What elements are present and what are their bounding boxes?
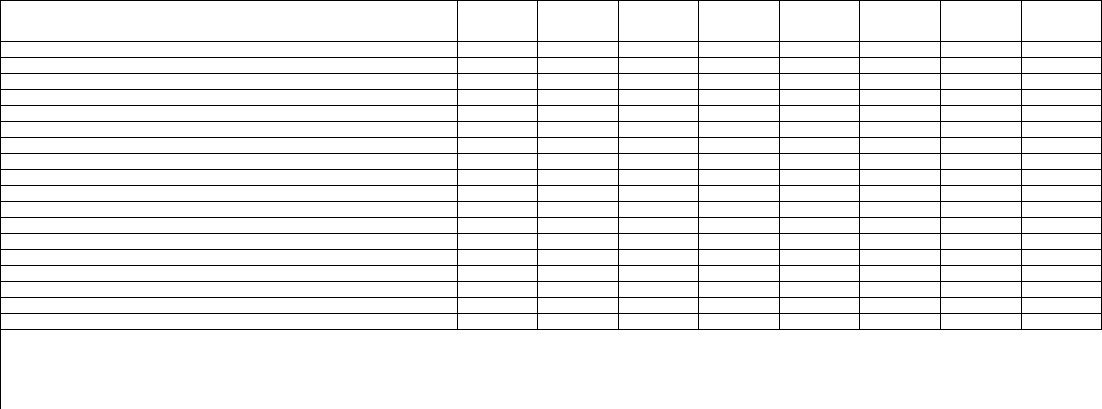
value-cell[interactable]	[538, 89, 619, 105]
value-cell[interactable]	[457, 265, 538, 281]
row-label-cell[interactable]	[1, 73, 457, 89]
value-cell[interactable]	[538, 297, 619, 313]
value-cell[interactable]	[699, 153, 780, 169]
value-cell[interactable]	[779, 153, 860, 169]
column-header[interactable]	[699, 1, 780, 41]
value-cell[interactable]	[457, 153, 538, 169]
value-cell[interactable]	[618, 57, 699, 73]
value-cell[interactable]	[538, 265, 619, 281]
column-header[interactable]	[860, 1, 941, 41]
value-cell[interactable]	[941, 297, 1022, 313]
value-cell[interactable]	[1021, 233, 1102, 249]
value-cell[interactable]	[538, 153, 619, 169]
total-row	[1, 313, 1102, 329]
value-cell[interactable]	[779, 89, 860, 105]
column-header[interactable]	[1021, 1, 1102, 41]
value-cell[interactable]	[779, 249, 860, 265]
value-cell[interactable]	[860, 137, 941, 153]
value-cell[interactable]	[1021, 153, 1102, 169]
table-row	[1, 105, 1102, 121]
value-cell[interactable]	[618, 41, 699, 57]
value-cell[interactable]	[457, 137, 538, 153]
value-cell[interactable]	[779, 137, 860, 153]
value-cell[interactable]	[618, 73, 699, 89]
value-cell[interactable]	[618, 185, 699, 201]
data-table	[1, 1, 1102, 330]
value-cell[interactable]	[538, 249, 619, 265]
row-label-cell[interactable]	[1, 281, 457, 297]
total-value-cell[interactable]	[618, 313, 699, 329]
value-cell[interactable]	[538, 121, 619, 137]
value-cell[interactable]	[1021, 185, 1102, 201]
row-label-cell[interactable]	[1, 185, 457, 201]
value-cell[interactable]	[538, 201, 619, 217]
value-cell[interactable]	[860, 57, 941, 73]
value-cell[interactable]	[457, 121, 538, 137]
value-cell[interactable]	[618, 297, 699, 313]
total-value-cell[interactable]	[779, 313, 860, 329]
row-label-cell[interactable]	[1, 57, 457, 73]
column-header[interactable]	[457, 1, 538, 41]
value-cell[interactable]	[779, 121, 860, 137]
table-row	[1, 281, 1102, 297]
value-cell[interactable]	[779, 281, 860, 297]
value-cell[interactable]	[779, 169, 860, 185]
table-row	[1, 73, 1102, 89]
value-cell[interactable]	[699, 201, 780, 217]
value-cell[interactable]	[538, 137, 619, 153]
value-cell[interactable]	[941, 41, 1022, 57]
value-cell[interactable]	[860, 297, 941, 313]
table-row	[1, 153, 1102, 169]
total-value-cell[interactable]	[699, 313, 780, 329]
value-cell[interactable]	[860, 169, 941, 185]
row-label-cell[interactable]	[1, 121, 457, 137]
value-cell[interactable]	[699, 137, 780, 153]
value-cell[interactable]	[699, 281, 780, 297]
value-cell[interactable]	[699, 233, 780, 249]
value-cell[interactable]	[699, 297, 780, 313]
value-cell[interactable]	[941, 281, 1022, 297]
total-value-cell[interactable]	[538, 313, 619, 329]
table-row	[1, 57, 1102, 73]
value-cell[interactable]	[860, 121, 941, 137]
value-cell[interactable]	[457, 105, 538, 121]
value-cell[interactable]	[618, 153, 699, 169]
value-cell[interactable]	[860, 217, 941, 233]
table-row	[1, 233, 1102, 249]
value-cell[interactable]	[538, 169, 619, 185]
value-cell[interactable]	[779, 201, 860, 217]
value-cell[interactable]	[860, 249, 941, 265]
value-cell[interactable]	[618, 281, 699, 297]
value-cell[interactable]	[860, 281, 941, 297]
table-row	[1, 185, 1102, 201]
value-cell[interactable]	[1021, 169, 1102, 185]
value-cell[interactable]	[538, 41, 619, 57]
row-label-cell[interactable]	[1, 153, 457, 169]
value-cell[interactable]	[1021, 105, 1102, 121]
value-cell[interactable]	[1021, 265, 1102, 281]
value-cell[interactable]	[941, 121, 1022, 137]
column-header[interactable]	[941, 1, 1022, 41]
value-cell[interactable]	[941, 249, 1022, 265]
value-cell[interactable]	[860, 73, 941, 89]
value-cell[interactable]	[1021, 297, 1102, 313]
value-cell[interactable]	[618, 169, 699, 185]
value-cell[interactable]	[457, 233, 538, 249]
row-label-cell[interactable]	[1, 169, 457, 185]
value-cell[interactable]	[538, 57, 619, 73]
row-label-cell[interactable]	[1, 201, 457, 217]
value-cell[interactable]	[538, 233, 619, 249]
value-cell[interactable]	[699, 105, 780, 121]
value-cell[interactable]	[941, 201, 1022, 217]
value-cell[interactable]	[1021, 121, 1102, 137]
table-row	[1, 41, 1102, 57]
value-cell[interactable]	[779, 41, 860, 57]
value-cell[interactable]	[941, 73, 1022, 89]
value-cell[interactable]	[618, 121, 699, 137]
value-cell[interactable]	[538, 105, 619, 121]
value-cell[interactable]	[457, 185, 538, 201]
column-header[interactable]	[618, 1, 699, 41]
row-label-cell[interactable]	[1, 249, 457, 265]
value-cell[interactable]	[618, 217, 699, 233]
table-body	[1, 41, 1102, 329]
total-value-cell[interactable]	[860, 313, 941, 329]
value-cell[interactable]	[457, 89, 538, 105]
value-cell[interactable]	[779, 57, 860, 73]
value-cell[interactable]	[699, 169, 780, 185]
value-cell[interactable]	[941, 185, 1022, 201]
value-cell[interactable]	[779, 105, 860, 121]
value-cell[interactable]	[1021, 217, 1102, 233]
value-cell[interactable]	[699, 89, 780, 105]
value-cell[interactable]	[457, 281, 538, 297]
value-cell[interactable]	[1021, 249, 1102, 265]
value-cell[interactable]	[941, 217, 1022, 233]
value-cell[interactable]	[699, 185, 780, 201]
row-label-cell[interactable]	[1, 105, 457, 121]
value-cell[interactable]	[618, 105, 699, 121]
value-cell[interactable]	[941, 89, 1022, 105]
value-cell[interactable]	[457, 41, 538, 57]
value-cell[interactable]	[941, 57, 1022, 73]
table-row	[1, 137, 1102, 153]
value-cell[interactable]	[699, 217, 780, 233]
value-cell[interactable]	[618, 89, 699, 105]
value-cell[interactable]	[941, 233, 1022, 249]
value-cell[interactable]	[779, 297, 860, 313]
value-cell[interactable]	[941, 105, 1022, 121]
value-cell[interactable]	[941, 169, 1022, 185]
value-cell[interactable]	[1021, 137, 1102, 153]
value-cell[interactable]	[618, 233, 699, 249]
value-cell[interactable]	[860, 153, 941, 169]
table-row	[1, 249, 1102, 265]
column-header[interactable]	[538, 1, 619, 41]
value-cell[interactable]	[941, 137, 1022, 153]
value-cell[interactable]	[941, 153, 1022, 169]
row-label-cell[interactable]	[1, 217, 457, 233]
total-label-cell[interactable]	[1, 313, 457, 329]
value-cell[interactable]	[457, 57, 538, 73]
value-cell[interactable]	[699, 249, 780, 265]
value-cell[interactable]	[860, 41, 941, 57]
table-row	[1, 265, 1102, 281]
header-title-cell[interactable]	[1, 1, 457, 41]
value-cell[interactable]	[457, 73, 538, 89]
value-cell[interactable]	[699, 41, 780, 57]
value-cell[interactable]	[860, 105, 941, 121]
row-label-cell[interactable]	[1, 89, 457, 105]
value-cell[interactable]	[860, 201, 941, 217]
value-cell[interactable]	[860, 265, 941, 281]
value-cell[interactable]	[538, 185, 619, 201]
header-row	[1, 1, 1102, 41]
value-cell[interactable]	[457, 201, 538, 217]
row-label-cell[interactable]	[1, 41, 457, 57]
value-cell[interactable]	[618, 201, 699, 217]
value-cell[interactable]	[538, 281, 619, 297]
row-label-cell[interactable]	[1, 265, 457, 281]
value-cell[interactable]	[1021, 89, 1102, 105]
value-cell[interactable]	[779, 217, 860, 233]
value-cell[interactable]	[699, 121, 780, 137]
total-value-cell[interactable]	[941, 313, 1022, 329]
value-cell[interactable]	[1021, 73, 1102, 89]
table-row	[1, 201, 1102, 217]
value-cell[interactable]	[779, 185, 860, 201]
value-cell[interactable]	[860, 89, 941, 105]
row-label-cell[interactable]	[1, 233, 457, 249]
value-cell[interactable]	[1021, 201, 1102, 217]
total-value-cell[interactable]	[1021, 313, 1102, 329]
row-label-cell[interactable]	[1, 137, 457, 153]
value-cell[interactable]	[457, 169, 538, 185]
value-cell[interactable]	[457, 217, 538, 233]
table-row	[1, 121, 1102, 137]
value-cell[interactable]	[1021, 57, 1102, 73]
value-cell[interactable]	[860, 185, 941, 201]
value-cell[interactable]	[779, 233, 860, 249]
value-cell[interactable]	[618, 137, 699, 153]
row-label-cell[interactable]	[1, 297, 457, 313]
table-row	[1, 169, 1102, 185]
total-value-cell[interactable]	[457, 313, 538, 329]
value-cell[interactable]	[618, 249, 699, 265]
value-cell[interactable]	[860, 233, 941, 249]
value-cell[interactable]	[941, 265, 1022, 281]
value-cell[interactable]	[1021, 281, 1102, 297]
value-cell[interactable]	[538, 217, 619, 233]
value-cell[interactable]	[457, 249, 538, 265]
table-row	[1, 217, 1102, 233]
table-row	[1, 297, 1102, 313]
value-cell[interactable]	[779, 73, 860, 89]
value-cell[interactable]	[618, 265, 699, 281]
value-cell[interactable]	[779, 265, 860, 281]
value-cell[interactable]	[699, 265, 780, 281]
value-cell[interactable]	[699, 57, 780, 73]
column-header[interactable]	[779, 1, 860, 41]
value-cell[interactable]	[538, 73, 619, 89]
value-cell[interactable]	[1021, 41, 1102, 57]
value-cell[interactable]	[699, 73, 780, 89]
table-row	[1, 89, 1102, 105]
value-cell[interactable]	[457, 297, 538, 313]
